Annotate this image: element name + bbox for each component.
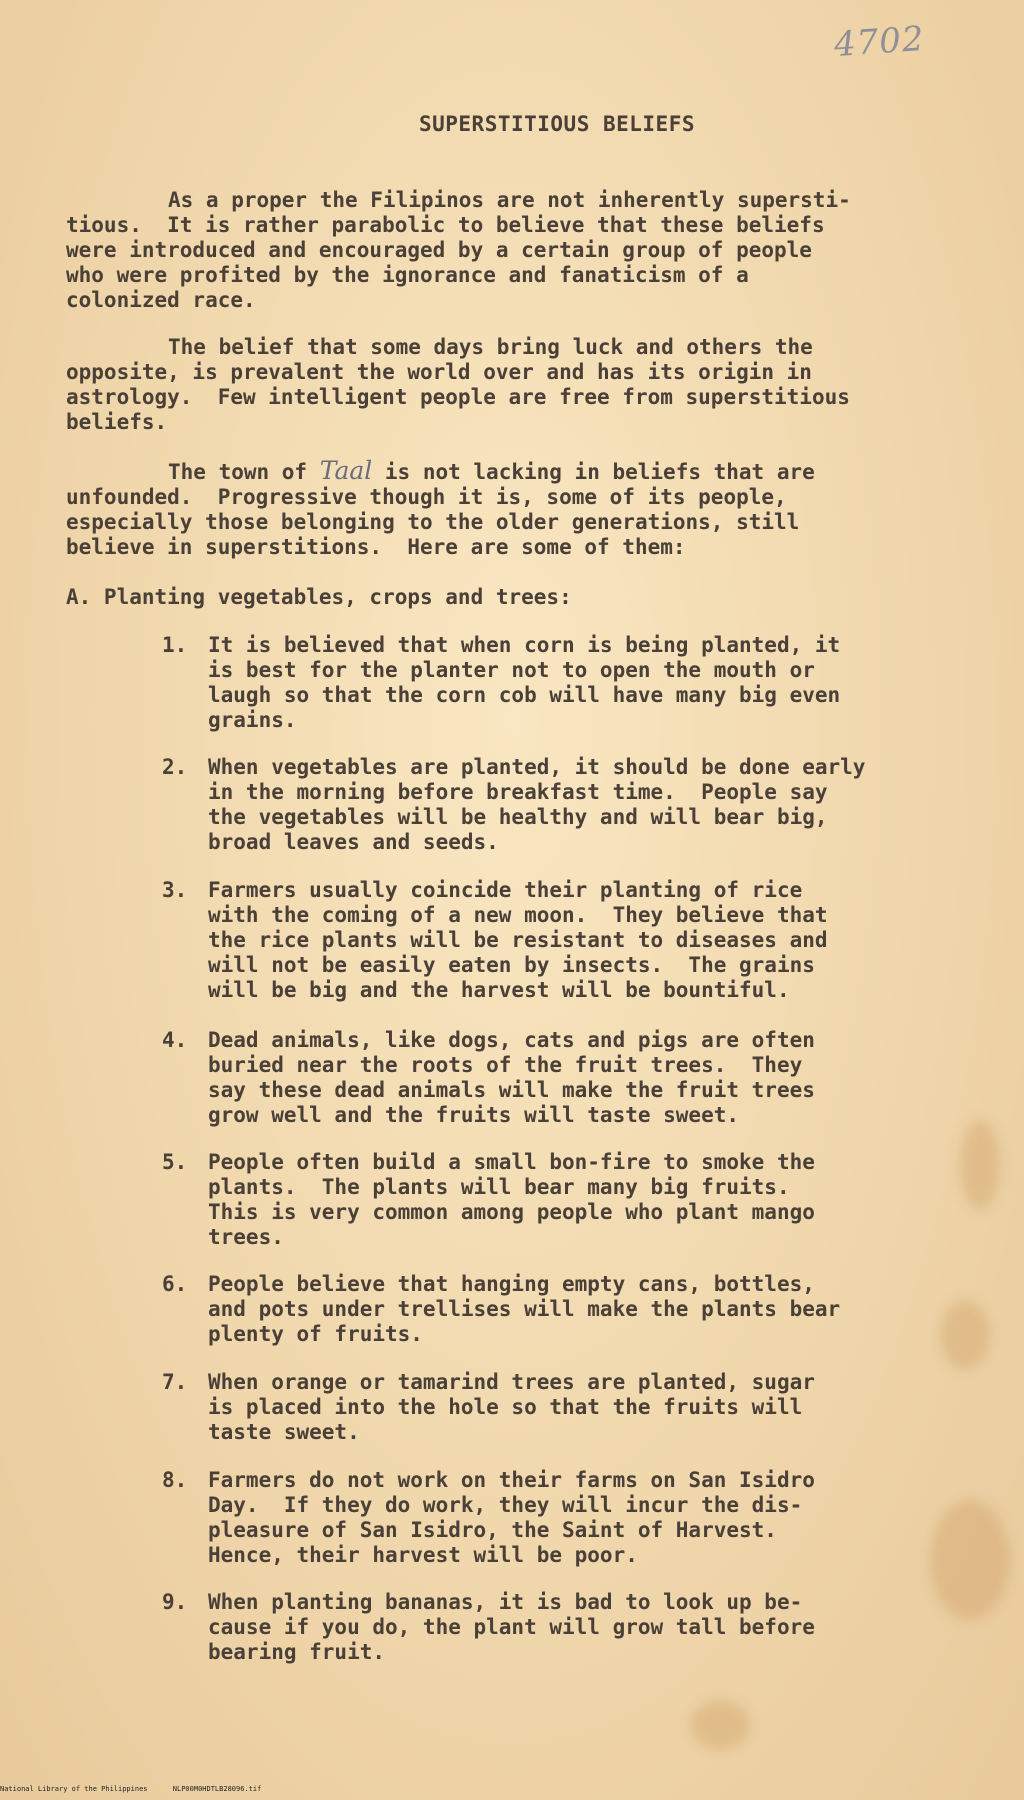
list-item [162,1370,982,1445]
town-paragraph-rest: is not lacking in beliefs that are unfounded. Progressive though it is, some of its people, especially those belonging to the older generations, still believe in superstitions. Here are some of them: [66,460,815,559]
list-item [162,1272,982,1347]
list-item-number: 5. [162,1150,188,1174]
handwritten-town-name: Taal [319,456,373,485]
list-item-number: 8. [162,1468,188,1492]
list-item-text: When planting bananas, it is bad to look up be- cause if you do, the plant will grow tall before bearing fruit. [208,1590,815,1664]
list-item [162,1150,982,1250]
intro-paragraph: As a proper the Filipinos are not inherently supersti- tious. It is rather parabolic to believe that these beliefs were introduced and encouraged by a certain group of people who were profited by the ignorance and fanaticism of a colonized race. [66,188,851,312]
list-item-text: When vegetables are planted, it should be done early in the morning before breakfast time. People say the vegetables will be healthy and will bear big, broad leaves and seeds. [208,755,866,854]
page-title: SUPERSTITIOUS BELIEFS [418,112,695,136]
handwritten-page-number: 4702 [832,18,926,66]
list-item-number: 3. [162,878,188,902]
list-item-text: Farmers do not work on their farms on San Isidro Day. If they do work, they will incur the dis- pleasure of San Isidro, the Saint of Harvest. Hence, their harvest will be poor. [208,1468,815,1567]
list-item-text: People believe that hanging empty cans, bottles, and pots under trellises will make the plants bear plenty of fruits. [208,1272,841,1346]
list-item [162,1028,982,1128]
list-item-text: It is believed that when corn is being planted, it is best for the planter not to open the mouth or laugh so that the corn cob will have many big even grains. [208,633,841,732]
town-paragraph-lead: The town of [168,460,320,484]
list-item-number: 6. [162,1272,188,1296]
list-item-number: 2. [162,755,188,779]
town-paragraph [66,458,976,560]
list-item [162,1590,982,1665]
section-heading-a: A. Planting vegetables, crops and trees: [66,585,572,609]
list-item [162,1468,982,1568]
list-item-number: 7. [162,1370,188,1394]
paper-stain [690,1700,750,1750]
list-item-text: People often build a small bon-fire to smoke the plants. The plants will bear many big fruits. This is very common among people who plant mango trees. [208,1150,815,1249]
list-item-number: 4. [162,1028,188,1052]
list-item-text: Dead animals, like dogs, cats and pigs are often buried near the roots of the fruit trees. They say these dead animals will make the fruit trees grow well and the fruits will taste sweet. [208,1028,815,1127]
list-item-number: 1. [162,633,188,657]
list-item [162,633,982,733]
list-item [162,878,982,1003]
list-item [162,755,982,855]
astrology-paragraph: The belief that some days bring luck and others the opposite, is prevalent the world over and has its origin in astrology. Few intelligent people are free from superstitious beliefs. [66,335,850,434]
list-item-number: 9. [162,1590,188,1614]
list-item-text: When orange or tamarind trees are planted, sugar is placed into the hole so that the fruits will taste sweet. [208,1370,815,1444]
scan-footer: National Library of the Philippines NLP00M0HDTLB28096.tif [0,1785,262,1793]
list-item-text: Farmers usually coincide their planting of rice with the coming of a new moon. They believe that the rice plants will be resistant to diseases and will not be easily eaten by insects. The grains will be big and the harvest will be bountiful. [208,878,828,1002]
